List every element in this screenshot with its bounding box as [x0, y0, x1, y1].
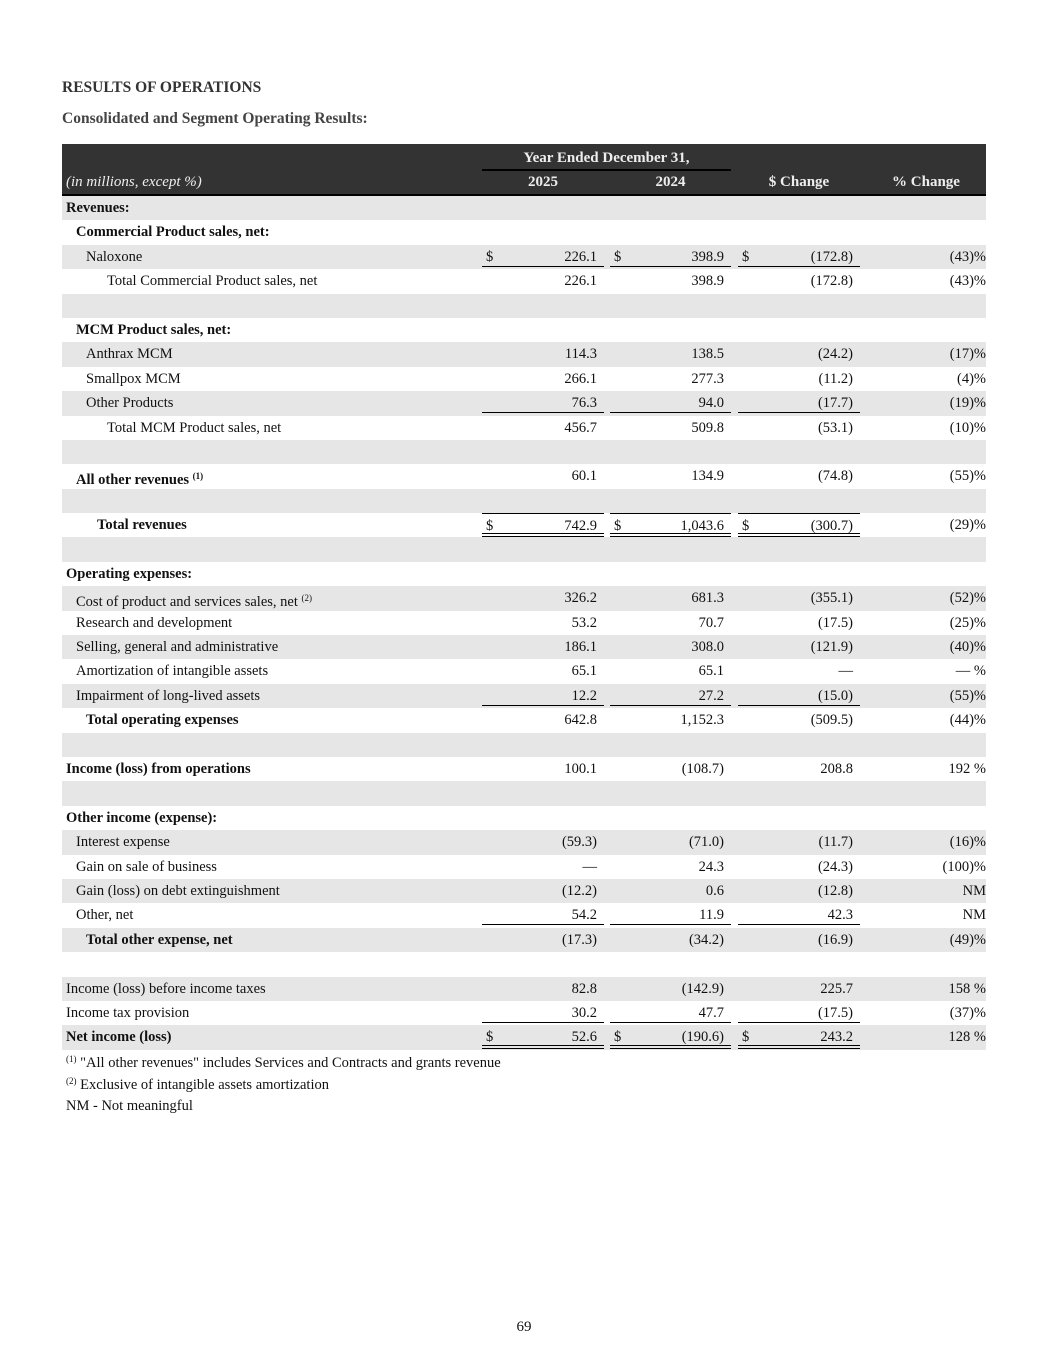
value-cell [482, 977, 604, 999]
value-cell [738, 416, 860, 438]
value: (142.9) [681, 980, 724, 997]
col-2025: 2025 [528, 174, 558, 190]
table-row [62, 513, 986, 537]
dollar-sign: $ [486, 1029, 494, 1046]
value: 186.1 [564, 639, 597, 656]
table-row [62, 464, 986, 488]
value: 398.9 [691, 273, 724, 290]
value-cell [482, 635, 604, 657]
value: (74.8) [817, 468, 853, 485]
value-cell [610, 245, 731, 267]
value: 208.8 [820, 760, 853, 777]
pct-change: 192 % [948, 760, 986, 777]
row-label-text: Interest expense [76, 834, 170, 851]
value: (172.8) [810, 248, 853, 265]
value-cell [482, 611, 604, 633]
row-label-text: MCM Product sales, net: [76, 321, 232, 338]
value-cell [482, 367, 604, 389]
value: 82.8 [571, 980, 597, 997]
value-cell [610, 391, 731, 413]
value-cell [610, 611, 731, 633]
row-label [86, 342, 173, 366]
row-label [66, 757, 251, 781]
value-cell [482, 464, 604, 486]
row-label-text: Research and development [76, 614, 233, 631]
col-2024: 2024 [655, 174, 686, 190]
value-cell [610, 342, 731, 364]
row-label-text: Operating expenses: [66, 565, 193, 582]
row-label-text: Total other expense, net [86, 931, 233, 948]
row-label [66, 806, 217, 830]
table-row [62, 659, 986, 683]
value: 52.6 [571, 1029, 597, 1046]
spacer-row [62, 733, 986, 757]
pct-change: (19)% [949, 395, 986, 412]
value: (108.7) [681, 760, 724, 777]
value: 225.7 [820, 980, 853, 997]
value: 47.7 [698, 1004, 724, 1021]
value-cell [610, 879, 731, 901]
value-cell [738, 1001, 860, 1023]
value: 100.1 [564, 760, 597, 777]
value-cell [738, 757, 860, 779]
value-cell [610, 635, 731, 657]
value: (12.2) [561, 882, 597, 899]
table-row [62, 806, 986, 830]
period-header: Year Ended December 31, [482, 150, 731, 171]
pct-change: (52)% [949, 590, 986, 607]
spacer-row [62, 952, 986, 976]
value-cell [482, 269, 604, 291]
row-label [86, 928, 233, 952]
value-cell [738, 513, 860, 537]
row-label [76, 855, 217, 879]
row-label-text: Income (loss) before income taxes [66, 980, 266, 997]
section-subtitle: Consolidated and Segment Operating Results: [62, 110, 368, 127]
row-label-text: Other Products [86, 395, 174, 412]
table-row [62, 245, 986, 269]
table-row [62, 391, 986, 415]
dollar-sign: $ [486, 248, 494, 265]
value-cell [738, 391, 860, 413]
table-row [62, 367, 986, 391]
pct-change: 128 % [948, 1029, 986, 1046]
row-label [76, 684, 260, 708]
value-cell [610, 928, 731, 950]
value: (17.5) [817, 1004, 853, 1021]
value: 1,152.3 [680, 712, 724, 729]
spacer-row [62, 489, 986, 513]
row-label [66, 1025, 172, 1049]
pct-change: NM [962, 907, 986, 924]
value-cell [482, 928, 604, 950]
table-row [62, 269, 986, 293]
value-cell [610, 1025, 731, 1049]
value-cell [738, 684, 860, 706]
value: (53.1) [817, 419, 853, 436]
value-cell [738, 928, 860, 950]
value: (12.8) [817, 882, 853, 899]
value-cell [482, 391, 604, 413]
pct-change: (10)% [949, 419, 986, 436]
value-cell [482, 757, 604, 779]
value: — [838, 663, 853, 680]
value-cell [482, 830, 604, 852]
value: (172.8) [810, 273, 853, 290]
pct-change: (25)% [949, 614, 986, 631]
pct-change: 158 % [948, 980, 986, 997]
value-cell [482, 855, 604, 877]
value: 11.9 [699, 907, 724, 924]
value: (121.9) [810, 639, 853, 656]
value-cell [610, 367, 731, 389]
value-cell [738, 342, 860, 364]
value: 456.7 [564, 419, 597, 436]
value-cell [738, 977, 860, 999]
value-cell [738, 659, 860, 681]
value: (11.2) [818, 370, 853, 387]
value: 65.1 [698, 663, 724, 680]
table-row [62, 196, 986, 220]
table-row [62, 342, 986, 366]
value-cell [482, 245, 604, 267]
value-cell [610, 1001, 731, 1023]
value-cell [482, 684, 604, 706]
row-label-text: Other, net [76, 907, 134, 924]
spacer-row [62, 537, 986, 561]
value-cell [738, 611, 860, 633]
value: (24.3) [817, 858, 853, 875]
value-cell [738, 855, 860, 877]
footnote-text: NM - Not meaningful [66, 1098, 193, 1114]
pct-change: (16)% [949, 834, 986, 851]
value: 138.5 [691, 346, 724, 363]
row-label-text: Other income (expense): [66, 809, 218, 826]
value: (17.7) [817, 395, 853, 412]
value: (17.3) [561, 931, 597, 948]
row-label [76, 611, 232, 635]
value: 226.1 [564, 273, 597, 290]
row-label-text: Total Commercial Product sales, net [107, 273, 318, 290]
row-label [76, 830, 170, 854]
value: 243.2 [820, 1029, 853, 1046]
value-cell [738, 269, 860, 291]
pct-change: (44)% [949, 712, 986, 729]
table-row [62, 220, 986, 244]
spacer-row [62, 781, 986, 805]
footnote-ref: (2) [301, 593, 313, 604]
row-label [76, 220, 270, 244]
value: 681.3 [691, 590, 724, 607]
value: 27.2 [698, 687, 724, 704]
value: (71.0) [688, 834, 724, 851]
footnote-mark: (1) [66, 1054, 77, 1064]
value-cell [482, 903, 604, 925]
value: 277.3 [691, 370, 724, 387]
pct-change: (55)% [949, 468, 986, 485]
pct-change: (43)% [949, 248, 986, 265]
value: 76.3 [571, 395, 597, 412]
value: (59.3) [561, 834, 597, 851]
value: (190.6) [681, 1029, 724, 1046]
pct-change: (4)% [957, 370, 986, 387]
dollar-sign: $ [742, 518, 750, 535]
value: 1,043.6 [680, 518, 724, 535]
value-cell [482, 416, 604, 438]
results-table [62, 196, 986, 1050]
row-label-text: Cost of product and services sales, net [76, 594, 298, 611]
value: 42.3 [827, 907, 853, 924]
row-label [76, 635, 278, 659]
value-cell [610, 830, 731, 852]
value: 114.3 [564, 346, 597, 363]
value: 24.3 [698, 858, 724, 875]
row-label [76, 903, 133, 927]
row-label [66, 196, 130, 220]
value-cell [610, 416, 731, 438]
value-cell [482, 708, 604, 730]
units-label: (in millions, except %) [66, 174, 202, 190]
value-cell [738, 635, 860, 657]
value: — [582, 858, 597, 875]
value: (355.1) [810, 590, 853, 607]
value-cell [738, 245, 860, 267]
value: 134.9 [691, 468, 724, 485]
table-header [62, 144, 986, 196]
value: 65.1 [571, 663, 597, 680]
value-cell [738, 903, 860, 925]
row-label [86, 391, 173, 415]
row-label-text: Income tax provision [66, 1004, 190, 1021]
spacer-row [62, 294, 986, 318]
row-label [66, 977, 266, 1001]
row-label-text: Revenues: [66, 200, 130, 216]
row-label-text: Total revenues [97, 517, 187, 534]
pct-change: (43)% [949, 273, 986, 290]
table-row [62, 879, 986, 903]
dollar-sign: $ [614, 518, 622, 535]
footnote [66, 1098, 193, 1115]
table-row [62, 708, 986, 732]
value: (509.5) [810, 712, 853, 729]
value: (24.2) [817, 346, 853, 363]
table-row [62, 635, 986, 659]
value-cell [482, 879, 604, 901]
value-cell [482, 342, 604, 364]
value-cell [610, 586, 731, 608]
pct-change: (55)% [949, 687, 986, 704]
value: 308.0 [691, 639, 724, 656]
table-row [62, 1001, 986, 1025]
row-label-text: Net income (loss) [66, 1029, 172, 1046]
value-cell [610, 903, 731, 925]
footnote [66, 1054, 501, 1072]
value-cell [482, 659, 604, 681]
value-cell [610, 269, 731, 291]
footnote-text: "All other revenues" includes Services and Contracts and grants revenue [80, 1055, 501, 1071]
table-row [62, 977, 986, 1001]
row-label-text: Selling, general and administrative [76, 639, 279, 656]
footnote [66, 1076, 329, 1094]
table-row [62, 416, 986, 440]
value-cell [610, 513, 731, 537]
value: 0.6 [705, 882, 724, 899]
value: 54.2 [571, 907, 597, 924]
value: (15.0) [817, 687, 853, 704]
row-label [86, 367, 181, 391]
row-label-text: Smallpox MCM [86, 370, 181, 387]
value: (300.7) [810, 518, 853, 535]
dollar-sign: $ [486, 518, 494, 535]
value: (34.2) [688, 931, 724, 948]
row-label [66, 1001, 189, 1025]
value-cell [738, 464, 860, 486]
footnote-mark: (2) [66, 1076, 77, 1086]
col-pct-change: % Change [892, 174, 960, 190]
value-cell [610, 659, 731, 681]
dollar-sign: $ [742, 1029, 750, 1046]
table-row [62, 757, 986, 781]
value-cell [610, 684, 731, 706]
table-row [62, 611, 986, 635]
pct-change: (37)% [949, 1004, 986, 1021]
pct-change: (40)% [949, 639, 986, 656]
value-cell [738, 367, 860, 389]
value: 30.2 [571, 1004, 597, 1021]
value-cell [482, 586, 604, 608]
row-label [86, 708, 239, 732]
pct-change: NM [962, 882, 986, 899]
value-cell [610, 708, 731, 730]
value-cell [610, 757, 731, 779]
value: (17.5) [817, 614, 853, 631]
dollar-sign: $ [742, 248, 750, 265]
table-row [62, 1025, 986, 1049]
row-label-text: Gain on sale of business [76, 858, 217, 875]
row-label-text: Gain (loss) on debt extinguishment [76, 882, 280, 899]
table-row [62, 855, 986, 879]
row-label-text: Impairment of long-lived assets [76, 687, 261, 704]
pct-change: (49)% [949, 931, 986, 948]
value: (16.9) [817, 931, 853, 948]
value-cell [738, 830, 860, 852]
value: 742.9 [564, 518, 597, 535]
row-label [86, 245, 142, 269]
table-row [62, 586, 986, 610]
value-cell [610, 977, 731, 999]
value: 60.1 [571, 468, 597, 485]
table-row [62, 684, 986, 708]
row-label [76, 659, 268, 683]
table-row [62, 318, 986, 342]
value-cell [482, 1001, 604, 1023]
pct-change: (100)% [942, 858, 986, 875]
value: 70.7 [698, 614, 724, 631]
value: 642.8 [564, 712, 597, 729]
value: 398.9 [691, 248, 724, 265]
col-dollar-change: $ Change [768, 174, 830, 190]
footnote-ref: (1) [192, 471, 204, 482]
row-label [66, 562, 192, 586]
row-label-text: Anthrax MCM [86, 346, 173, 363]
pct-change: (29)% [949, 517, 986, 534]
value-cell [738, 1025, 860, 1049]
pct-change: — % [955, 663, 986, 680]
value: 94.0 [698, 395, 724, 412]
footnote-text: Exclusive of intangible assets amortization [80, 1077, 329, 1093]
value: (11.7) [818, 834, 853, 851]
section-title: RESULTS OF OPERATIONS [62, 79, 262, 96]
row-label-text: Naloxone [86, 248, 143, 265]
row-label [76, 879, 280, 903]
value: 12.2 [571, 687, 597, 704]
value-cell [738, 708, 860, 730]
table-row [62, 830, 986, 854]
value-cell [482, 1025, 604, 1049]
page-number: 69 [516, 1319, 532, 1335]
value: 226.1 [564, 248, 597, 265]
table-row [62, 903, 986, 927]
row-label-text: Total operating expenses [86, 712, 239, 729]
row-label [107, 416, 281, 440]
value-cell [482, 513, 604, 537]
table-row [62, 562, 986, 586]
row-label [76, 318, 231, 342]
row-label-text: Total MCM Product sales, net [107, 419, 282, 436]
value: 53.2 [571, 614, 597, 631]
pct-change: (17)% [949, 346, 986, 363]
dollar-sign: $ [614, 1029, 622, 1046]
table-row [62, 928, 986, 952]
spacer-row [62, 440, 986, 464]
row-label-text: All other revenues [76, 472, 190, 489]
value: 326.2 [564, 590, 597, 607]
value-cell [738, 586, 860, 608]
row-label [97, 513, 187, 537]
value-cell [610, 464, 731, 486]
row-label [107, 269, 317, 293]
row-label-text: Income (loss) from operations [66, 760, 251, 777]
value: 509.8 [691, 419, 724, 436]
value-cell [610, 855, 731, 877]
value-cell [738, 879, 860, 901]
dollar-sign: $ [614, 248, 622, 265]
row-label-text: Commercial Product sales, net: [76, 224, 270, 241]
row-label-text: Amortization of intangible assets [76, 663, 269, 680]
value: 266.1 [564, 370, 597, 387]
